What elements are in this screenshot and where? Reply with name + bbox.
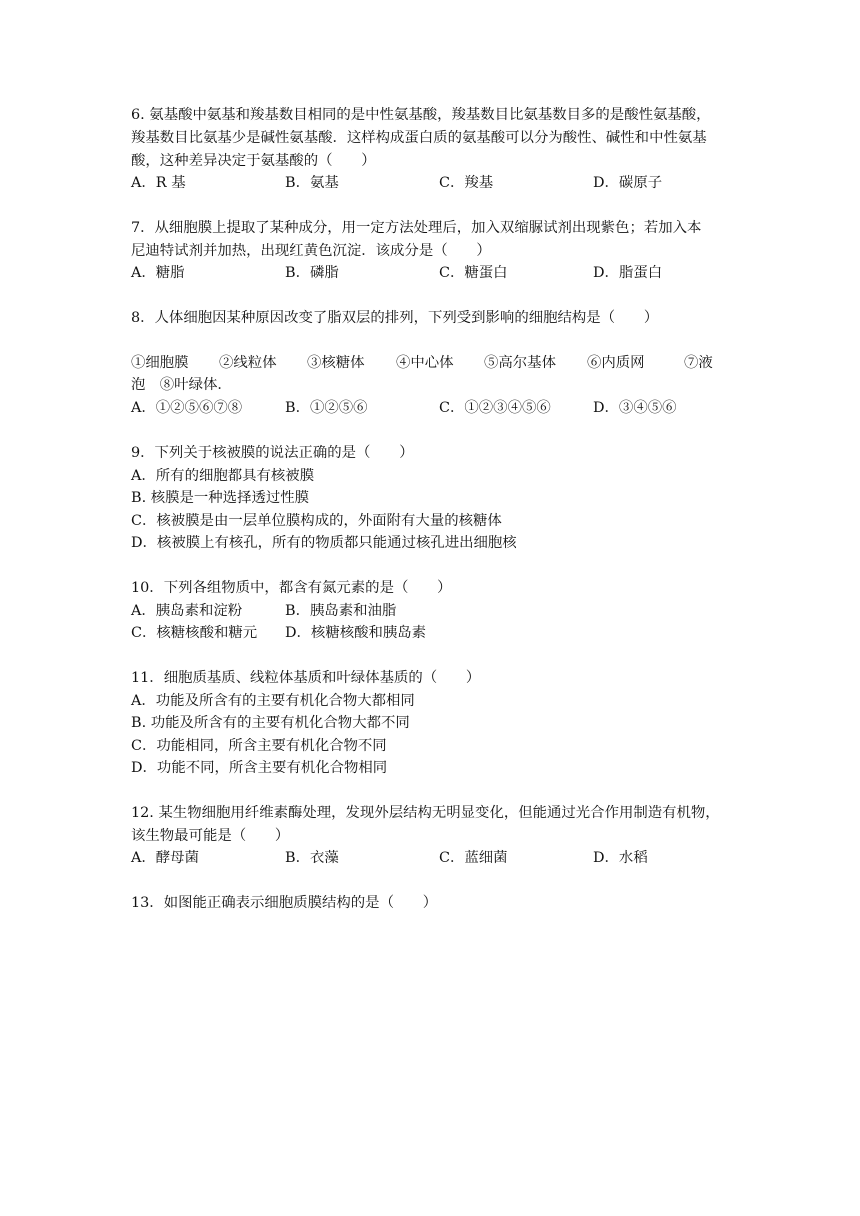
q6-option-b: B．氨基 [285,175,339,191]
q10-option-c: C．核糖核酸和糖元 [131,625,258,641]
q11-option-c: C．功能相同，所含主要有机化合物不同 [131,738,387,754]
q7-option-b: B．磷脂 [285,265,339,281]
q6-option-c: C．羧基 [439,175,494,191]
q8-option-a: A．①②⑤⑥⑦⑧ [131,400,243,416]
q10-option-b: B．胰岛素和油脂 [285,603,397,619]
q8-option-b: B．①②⑤⑥ [285,400,368,416]
q8-items-line2: 泡 ⑧叶绿体． [131,377,232,393]
q6-stem-line1: 6. 氨基酸中氨基和羧基数目相同的是中性氨基酸，羧基数目比氨基数目多的是酸性氨基酸， [131,107,711,123]
q11-option-a: A．功能及所含有的主要有机化合物大都相同 [131,693,415,709]
q6-option-d: D．碳原子 [593,175,663,191]
q8-option-c: C．①②③④⑤⑥ [439,400,551,416]
q8-item-7: ⑦液 [684,355,713,371]
q8-stem-line1: 8．人体细胞因某种原因改变了脂双层的排列，下列受到影响的细胞结构是（ ） [131,310,659,326]
q7-option-d: D．脂蛋白 [593,265,663,281]
q13-stem: 13．如图能正确表示细胞质膜结构的是（ ） [131,895,438,911]
q7-option-a: A．糖脂 [131,265,185,281]
q12-stem-line2: 该生物最可能是（ ） [131,828,290,844]
q9-option-d: D．核被膜上有核孔，所有的物质都只能通过核孔进出细胞核 [131,535,517,551]
q9-option-b: B. 核膜是一种选择透过性膜 [131,490,310,506]
q9-stem: 9．下列关于核被膜的说法正确的是（ ） [131,445,414,461]
q12-option-c: C．蓝细菌 [439,850,508,866]
q11-stem: 11．细胞质基质、线粒体基质和叶绿体基质的（ ） [131,670,481,686]
q7-option-c: C．糖蛋白 [439,265,508,281]
q12-option-a: A．酵母菌 [131,850,199,866]
q8-item-5: ⑤高尔基体 [484,355,556,371]
q10-option-a: A．胰岛素和淀粉 [131,603,243,619]
q8-item-6: ⑥内质网 [587,355,645,371]
q8-item-2: ②线粒体 [219,355,277,371]
q12-option-b: B．衣藻 [285,850,339,866]
q11-option-d: D．功能不同，所含主要有机化合物相同 [131,760,388,776]
q7-stem-line2: 尼迪特试剂并加热，出现红黄色沉淀．该成分是（ ） [131,243,491,259]
q12-stem-line1: 12. 某生物细胞用纤维素酶处理，发现外层结构无明显变化，但能通过光合作用制造有机物， [131,805,720,821]
q11-option-b: B. 功能及所含有的主要有机化合物大都不同 [131,715,410,731]
q8-item-1: ①细胞膜 [131,355,189,371]
q8-item-4: ④中心体 [396,355,454,371]
q6-stem-line2: 羧基数目比氨基少是碱性氨基酸．这样构成蛋白质的氨基酸可以分为酸性、碱性和中性氨基 [131,130,707,146]
q7-stem-line1: 7．从细胞膜上提取了某种成分，用一定方法处理后，加入双缩脲试剂出现紫色；若加入本 [131,220,702,236]
q10-option-d: D．核糖核酸和胰岛素 [285,625,427,641]
q9-option-c: C．核被膜是由一层单位膜构成的，外面附有大量的核糖体 [131,513,502,529]
q12-option-d: D．水稻 [593,850,648,866]
q6-option-a: A．R 基 [131,175,186,191]
q8-option-d: D．③④⑤⑥ [593,400,677,416]
q9-option-a: A．所有的细胞都具有核被膜 [131,468,315,484]
q10-stem: 10．下列各组物质中，都含有氮元素的是（ ） [131,580,452,596]
q6-stem-line3: 酸，这种差异决定于氨基酸的（ ） [131,153,376,169]
q8-item-3: ③核糖体 [307,355,365,371]
